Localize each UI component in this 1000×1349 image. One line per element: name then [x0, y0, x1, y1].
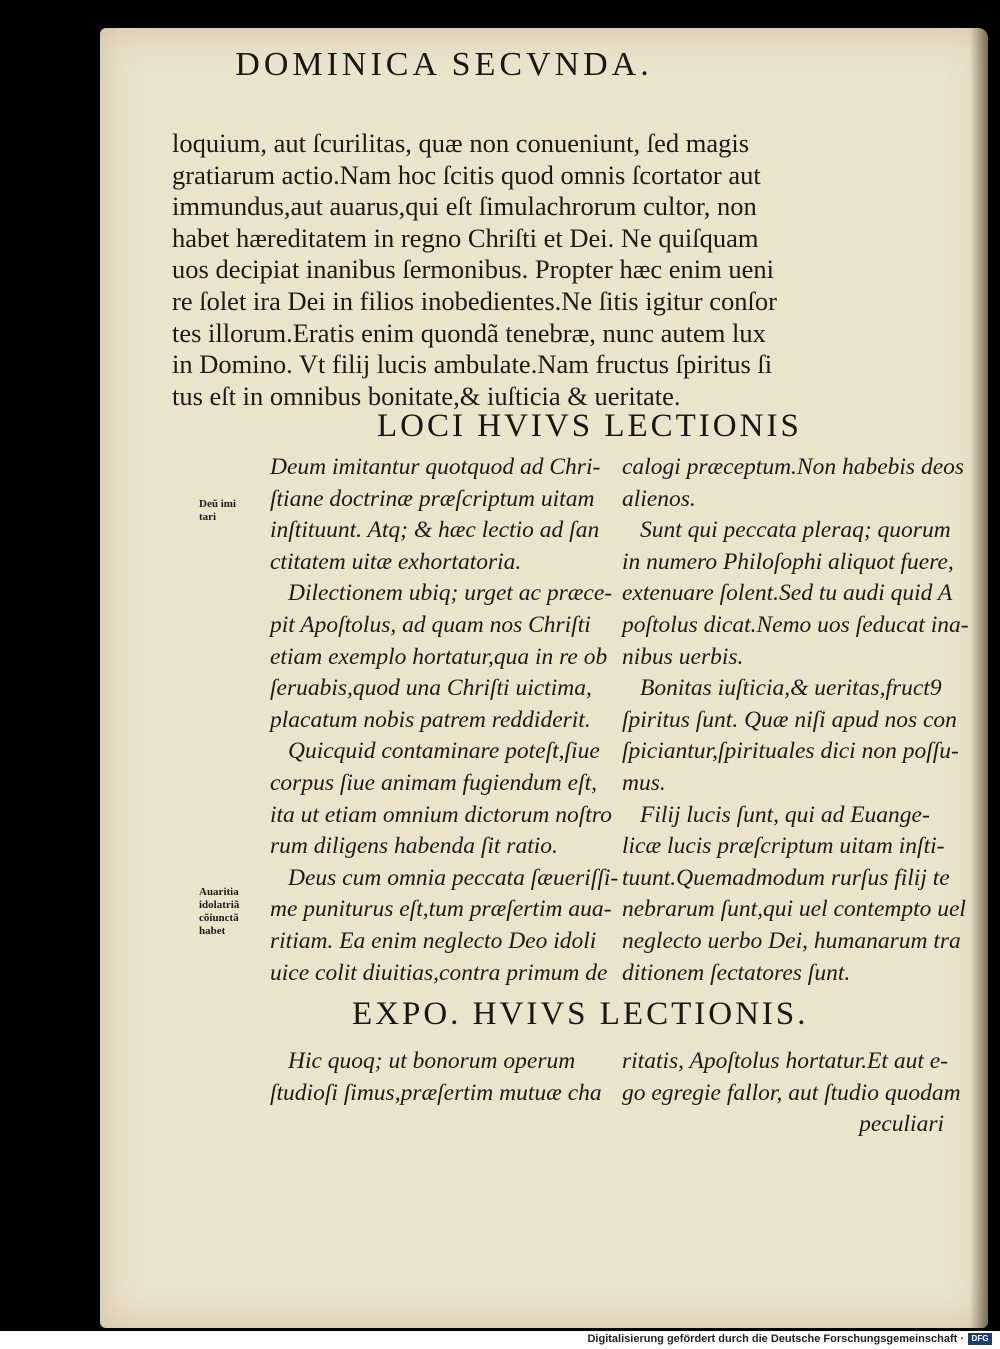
page-header: DOMINICA SECVNDA. [235, 46, 653, 83]
text-line: me puniturus eſt,tum præſertim aua- [270, 896, 612, 923]
text-line: ctitatem uitæ exhortatoria. [270, 548, 522, 575]
text-line: tus eſt in omnibus bonitate,& iuſticia & ueritate. [172, 380, 681, 411]
text-line: nibus uerbis. [622, 643, 744, 670]
text-line: ſtiane doctrinæ præſcriptum uitam [270, 485, 595, 512]
text-line: mus. [622, 769, 666, 796]
text-line: tes illorum.Eratis enim quondã tenebræ, nunc autem lux [172, 317, 766, 348]
footer-credit: Digitalisierung gefördert durch die Deutsche Forschungsgemeinschaft · [587, 1333, 964, 1345]
text-line: etiam exemplo hortatur,qua in re ob [270, 643, 608, 670]
text-line: Quicquid contaminare poteſt,ſiue [288, 738, 600, 765]
right-column-1 [622, 452, 969, 989]
text-line: poſtolus dicat.Nemo uos ſeducat ina- [622, 611, 969, 638]
text-line: neglecto uerbo Dei, humanarum tra [622, 927, 961, 954]
text-line: inſtituunt. Atq; & hæc lectio ad ſan [270, 517, 600, 544]
text-line: licæ lucis præſcriptum uitam inſti- [622, 833, 945, 860]
margin-note-1: Deũ imi tari [199, 498, 236, 523]
text-line: ditionem ſectatores ſunt. [622, 959, 851, 986]
text-line: uos decipiat inanibus ſermonibus. Propter hæc enim ueni [172, 254, 775, 285]
text-line: habet hæreditatem in regno Chriſti et Dei. Ne quiſquam [172, 222, 759, 253]
section-heading-expo: EXPO. HVIVS LECTIONIS. [352, 996, 809, 1032]
text-line: in numero Philoſophi aliquot fuere, [622, 548, 954, 575]
section-heading-loci: LOCI HVIVS LECTIONIS [377, 408, 802, 444]
text-line: ritiam. Ea enim neglecto Deo idoli [270, 927, 597, 954]
text-line: Sunt qui peccata pleraq; quorum [640, 517, 951, 544]
text-line: Filij lucis ſunt, qui ad Euange- [640, 801, 930, 828]
left-column-1 [270, 452, 619, 989]
text-line: pit Apoſtolus, ad quam nos Chriſti [270, 611, 591, 638]
catchword: peculiari [859, 1111, 944, 1138]
text-line: placatum nobis patrem reddiderit. [270, 706, 591, 733]
text-line: Dilectionem ubiq; urget ac præce- [288, 580, 613, 607]
text-line: nebrarum ſunt,qui uel contempto uel [622, 896, 966, 923]
text-line: corpus ſiue animam fugiendum eſt, [270, 769, 598, 796]
text-line: go egregie fallor, aut ſtudio quodam [622, 1079, 961, 1106]
text-line: uice colit diuitias,contra primum de [270, 959, 608, 986]
main-text-block [172, 128, 962, 412]
text-line: Bonitas iuſticia,& ueritas,fruct9 [640, 675, 942, 702]
text-line: gratiarum actio.Nam hoc ſcitis quod omnis ſcortator aut [172, 159, 761, 190]
text-line: re ſolet ira Dei in filios inobedientes.Ne ſitis igitur conſor [172, 285, 777, 316]
text-line: Deum imitantur quotquod ad Chri- [270, 454, 601, 480]
text-line: immundus,aut auarus,qui eſt ſimulachrorum cultor, non [172, 191, 757, 222]
text-line: Deus cum omnia peccata ſæueriſſi- [288, 864, 619, 891]
left-column-2 [270, 1046, 610, 1109]
text-line: Hic quoq; ut bonorum operum [288, 1048, 576, 1074]
text-line: tuunt.Quemadmodum rurſus filij te [622, 864, 950, 891]
text-line: ſpiritus ſunt. Quæ niſi apud nos con [622, 706, 957, 733]
text-line: loquium, aut ſcurilitas, quæ non conueniunt, ſed magis [172, 128, 750, 158]
text-line: ſpiciantur,ſpirituales dici non poſſu- [622, 738, 959, 765]
text-line: ita ut etiam omnium dictorum noſtro [270, 801, 612, 828]
right-column-2 [622, 1046, 962, 1141]
text-line: extenuare ſolent.Sed tu audi quid A [622, 580, 953, 607]
text-line: calogi præceptum.Non habebis deos [622, 454, 965, 480]
text-line: ſeruabis,quod una Chriſti uictima, [270, 675, 592, 702]
margin-note-2: Auaritia idolatriã cõiunctã habet [199, 886, 240, 937]
text-line: ritatis, Apoſtolus hortatur.Et aut e- [622, 1048, 948, 1074]
text-line: rum diligens habenda ſit ratio. [270, 833, 558, 860]
text-line: ſtudioſi ſimus,præſertim mutuæ cha [270, 1079, 602, 1106]
text-line: in Domino. Vt filij lucis ambulate.Nam fructus ſpiritus ſi [172, 349, 773, 380]
text-line: alienos. [622, 485, 696, 512]
dfg-logo: DFG [968, 1333, 992, 1345]
